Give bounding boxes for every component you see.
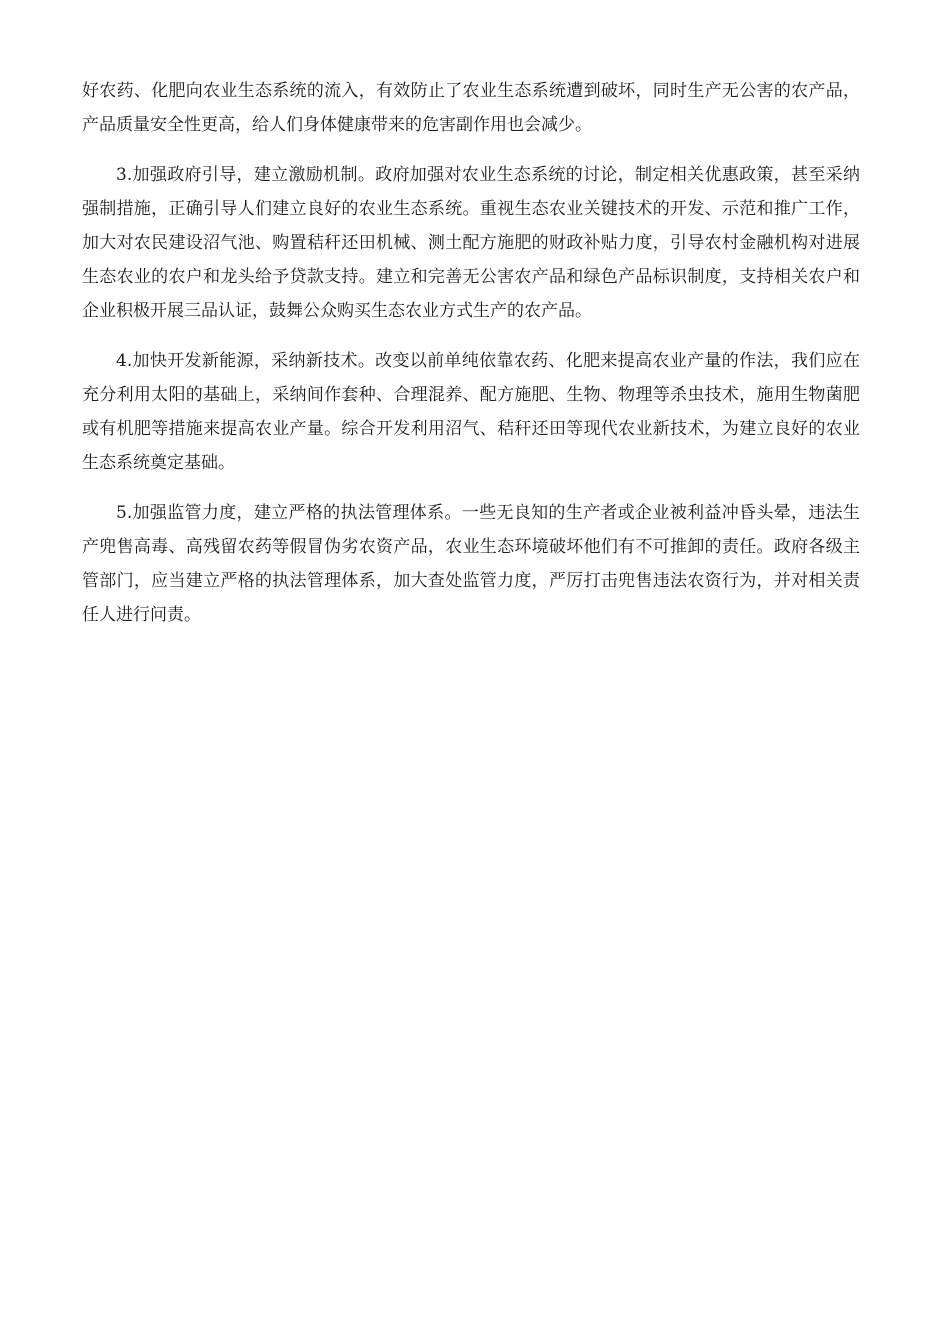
paragraph-item-3: 3.加强政府引导，建立激励机制。政府加强对农业生态系统的讨论，制定相关优惠政策，甚至采纳强制措施，正确引导人们建立良好的农业生态系统。重视生态农业关键技术的开发、示范和推广工作，加大对农民建设沼气池、购置秸秆还田机械、测土配方施肥的财政补贴力度，引导农村金融机构对进展生态农业的农户和龙头给予贷款支持。建立和完善无公害农产品和绿色产品标识制度，支持相关农户和企业积极开展三品认证，鼓舞公众购买生态农业方式生产的农产品。 — [82, 165, 860, 321]
paragraph-continued: 好农药、化肥向农业生态系统的流入，有效防止了农业生态系统遭到破坏，同时生产无公害的农产品，产品质量安全性更高，给人们身体健康带来的危害副作用也会减少。 — [82, 81, 860, 135]
document-body — [82, 74, 860, 648]
paragraph-item-5: 5.加强监管力度，建立严格的执法管理体系。一些无良知的生产者或企业被利益冲昏头晕，违法生产兜售高毒、高残留农药等假冒伪劣农资产品，农业生态环境破坏他们有不可推卸的责任。政府各级主管部门，应当建立严格的执法管理体系，加大查处监管力度，严厉打击兜售违法农资行为，并对相关责任人进行问责。 — [82, 503, 860, 625]
paragraph-item-4: 4.加快开发新能源，采纳新技术。改变以前单纯依靠农药、化肥来提高农业产量的作法，我们应在充分利用太阳的基础上，采纳间作套种、合理混养、配方施肥、生物、物理等杀虫技术，施用生物菌肥或有机肥等措施来提高农业产量。综合开发利用沼气、秸秆还田等现代农业新技术，为建立良好的农业生态系统奠定基础。 — [82, 351, 860, 473]
